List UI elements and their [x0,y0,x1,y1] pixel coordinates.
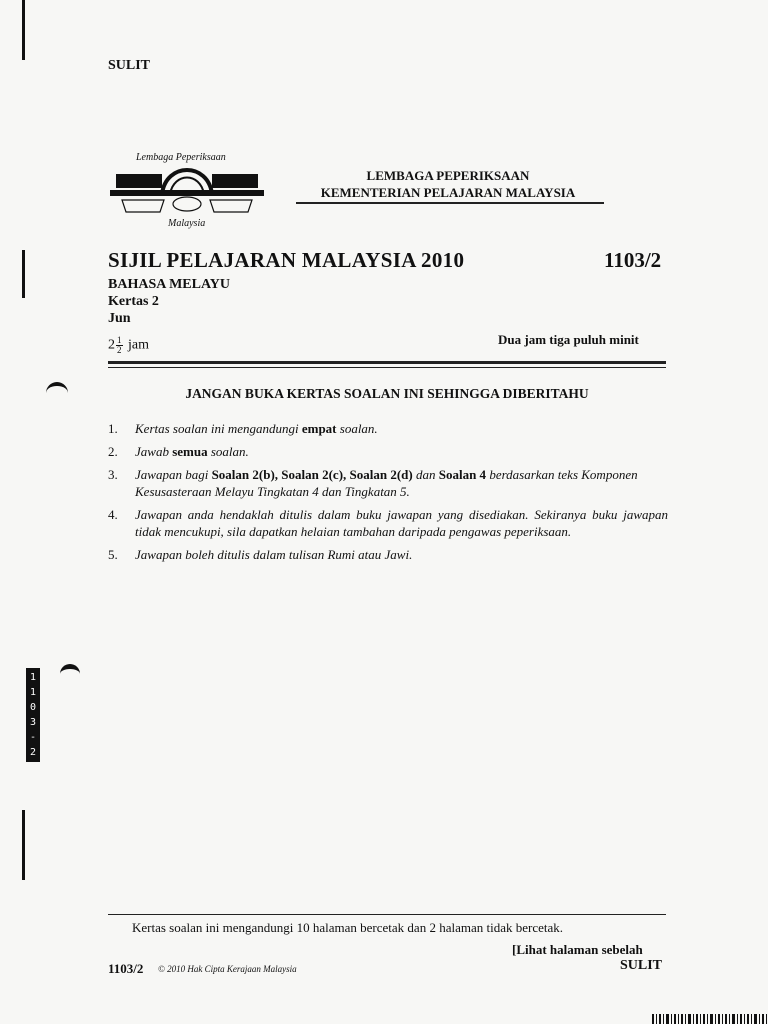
paper-number: Kertas 2 [108,294,159,309]
side-paper-code: 1 1 0 3 - 2 [26,668,40,762]
exam-title: SIJIL PELAJARAN MALAYSIA 2010 [108,248,465,272]
paper-code: 1103/2 [604,248,662,272]
organization-line-1: LEMBAGA PEPERIKSAAN [366,168,530,183]
header-rule-thin [108,367,666,368]
punch-hole-top [46,382,68,400]
logo-top-text: Lembaga Peperiksaan [136,152,226,163]
footer-paper-code: 1103/2 [108,961,144,976]
duration-fraction [108,336,149,355]
binding-mark-top [22,0,25,60]
instruction-item: 5. Jawapan boleh ditulis dalam tulisan Rumi atau Jawi. [108,547,413,562]
barcode [650,1014,768,1024]
exam-month: Jun [108,311,131,326]
instruction-item: 2. Jawab semua soalan. [108,444,249,459]
organization-underline [296,202,604,204]
instruction-item: 1. Kertas soalan ini mengandungi empat soalan. [108,421,378,436]
organization-line-2: KEMENTERIAN PELAJARAN MALAYSIA [320,185,576,200]
footer-rule [108,914,666,915]
duration-fraction-part: $\frac{1}{2}$ [117,335,122,355]
examination-board-logo [108,142,266,232]
copyright-notice: © 2010 Hak Cipta Kerajaan Malaysia [158,964,297,974]
turn-page-note: [Lihat halaman sebelah [512,942,643,957]
header-rule-thick [108,361,666,364]
organization-name [292,167,604,201]
duration-unit: jam [128,337,149,353]
instructions-list [108,420,668,569]
do-not-open-warning: JANGAN BUKA KERTAS SOALAN INI SEHINGGA DIBERITAHU [185,386,589,401]
duration-whole: 2 [108,337,115,353]
subject-name: BAHASA MELAYU [108,277,231,292]
duration-text: Dua jam tiga puluh minit [498,332,639,347]
subject-block [108,276,230,327]
classification-bottom: SULIT [620,958,663,973]
punch-hole-bottom [60,664,80,683]
classification-top: SULIT [108,58,151,73]
binding-mark-bottom [22,810,25,880]
binding-mark-left [22,250,25,298]
instruction-item: 3. Jawapan bagi Soalan 2(b), Soalan 2(c), Soalan 2(d) dan Soalan 4 berdasarkan teks Komponen Kesusasteraan Melayu Tingkatan 4 dan Tingkatan 5. [108,467,638,499]
instruction-item: 4. Jawapan anda hendaklah ditulis dalam buku jawapan yang disediakan. Sekiranya buku jawapan tidak mencukupi, sila dapatkan helaian tambahan daripada pengawas peperiksaan. [108,507,668,539]
logo-bottom-text: Malaysia [168,218,206,229]
page-count-note: Kertas soalan ini mengandungi 10 halaman bercetak dan 2 halaman tidak bercetak. [132,920,563,935]
